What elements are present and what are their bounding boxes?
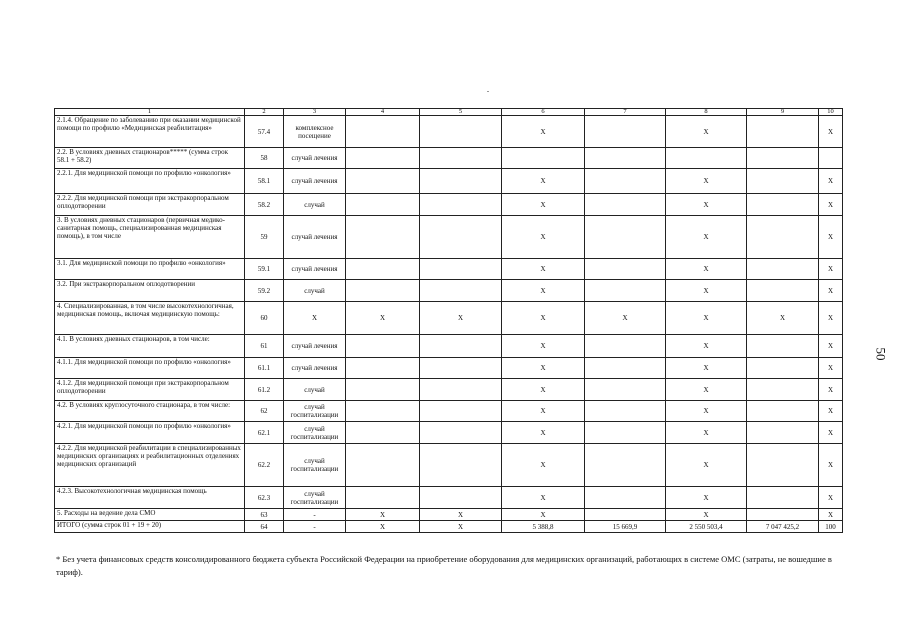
table-cell: X: [819, 487, 843, 509]
row-label-cell: 2.2.2. Для медицинской помощи при экстракорпоральном оплодотворении: [55, 194, 245, 216]
table-row: [55, 358, 843, 379]
table-cell: X: [502, 487, 585, 509]
table-cell: случай лечения: [284, 259, 346, 280]
table-cell: [585, 401, 666, 422]
table-cell: [747, 509, 819, 521]
table-cell: [585, 169, 666, 194]
table-cell: [346, 487, 420, 509]
row-label-cell: 4.2.1. Для медицинской помощи по профилю «онкология»: [55, 422, 245, 444]
row-number-cell: 60: [245, 302, 284, 335]
table-cell: X: [346, 509, 420, 521]
scan-speck: [487, 91, 489, 92]
table-cell: X: [502, 280, 585, 302]
row-number-cell: 63: [245, 509, 284, 521]
row-number-cell: 59.2: [245, 280, 284, 302]
row-number-cell: 61.1: [245, 358, 284, 379]
table-cell: X: [502, 422, 585, 444]
table-cell: [747, 280, 819, 302]
table-cell: [747, 487, 819, 509]
header-cell: 5: [420, 109, 502, 116]
table-cell: X: [819, 335, 843, 358]
table-cell: [346, 358, 420, 379]
row-label-cell: 5. Расходы на ведение дела СМО: [55, 509, 245, 521]
table-cell: [420, 379, 502, 401]
table-cell: [819, 148, 843, 169]
row-label-cell: 3.2. При экстракорпоральном оплодотворении: [55, 280, 245, 302]
table-cell: X: [502, 216, 585, 259]
table-cell: [585, 444, 666, 487]
table-cell: случай лечения: [284, 169, 346, 194]
table-cell: X: [819, 509, 843, 521]
table-cell: [346, 169, 420, 194]
table-cell: [585, 509, 666, 521]
table-cell: X: [666, 335, 747, 358]
table-cell: случай госпитализации: [284, 487, 346, 509]
table-header-row: [55, 109, 843, 116]
table-cell: [747, 358, 819, 379]
table-row: [55, 194, 843, 216]
table-cell: [585, 487, 666, 509]
table-cell: X: [346, 302, 420, 335]
row-number-cell: 58.1: [245, 169, 284, 194]
table-cell: X: [666, 444, 747, 487]
table-cell: -: [284, 509, 346, 521]
row-number-cell: 62.2: [245, 444, 284, 487]
table-cell: [346, 194, 420, 216]
table-cell: [747, 401, 819, 422]
header-cell: 6: [502, 109, 585, 116]
row-number-cell: 61.2: [245, 379, 284, 401]
table-cell: X: [502, 444, 585, 487]
table-cell: X: [819, 216, 843, 259]
table-cell: X: [502, 259, 585, 280]
table-cell: [420, 116, 502, 148]
table-cell: X: [502, 335, 585, 358]
table-cell: X: [666, 280, 747, 302]
table-row: [55, 422, 843, 444]
table-cell: [747, 259, 819, 280]
table-body: [55, 109, 843, 533]
table-cell: X: [666, 259, 747, 280]
row-label-cell: 2.2.1. Для медицинской помощи по профилю «онкология»: [55, 169, 245, 194]
table-cell: X: [747, 302, 819, 335]
table-row: [55, 444, 843, 487]
row-number-cell: 58: [245, 148, 284, 169]
table-cell: [346, 148, 420, 169]
footnote: * Без учета финансовых средств консолидированного бюджета субъекта Российской Федерации на приобретение оборудования для медицинских организаций, работающих в системе ОМС (затраты, не вошедшие в тариф).: [56, 554, 832, 577]
table-row: [55, 280, 843, 302]
table-cell: [585, 422, 666, 444]
table-cell: X: [502, 302, 585, 335]
table-cell: X: [666, 422, 747, 444]
row-number-cell: 61: [245, 335, 284, 358]
table-cell: X: [666, 302, 747, 335]
table-cell: X: [819, 444, 843, 487]
table-cell: X: [666, 401, 747, 422]
table-cell: [420, 259, 502, 280]
row-number-cell: 62.1: [245, 422, 284, 444]
data-table: [54, 108, 843, 533]
table-cell: [346, 116, 420, 148]
table-cell: X: [502, 401, 585, 422]
row-number-cell: 62.3: [245, 487, 284, 509]
table-cell: X: [819, 280, 843, 302]
table-cell: случай лечения: [284, 335, 346, 358]
table-cell: [747, 335, 819, 358]
header-cell: 10: [819, 109, 843, 116]
table-cell: [585, 335, 666, 358]
table-cell: [420, 335, 502, 358]
table-cell: X: [819, 169, 843, 194]
table-cell: случай: [284, 194, 346, 216]
table-cell: [747, 148, 819, 169]
table-cell: X: [502, 379, 585, 401]
table-cell: X: [666, 379, 747, 401]
table-cell: [420, 487, 502, 509]
table-cell: [585, 148, 666, 169]
table-cell: [420, 401, 502, 422]
table-cell: -: [284, 521, 346, 533]
row-label-cell: 3. В условиях дневных стационаров (первичная медико-санитарная помощь, специализированная медицинская помощь), в том числе: [55, 216, 245, 259]
table-row: [55, 259, 843, 280]
row-label-cell: 4.1. В условиях дневных стационаров, в том числе:: [55, 335, 245, 358]
table-cell: [747, 422, 819, 444]
table-cell: [346, 379, 420, 401]
table-cell: [585, 280, 666, 302]
table-cell: X: [666, 216, 747, 259]
table-cell: X: [420, 521, 502, 533]
table-cell: [585, 116, 666, 148]
table-cell: X: [346, 521, 420, 533]
table-row: [55, 487, 843, 509]
table-cell: [585, 259, 666, 280]
table-cell: X: [420, 509, 502, 521]
table-cell: X: [819, 194, 843, 216]
table-cell: X: [420, 302, 502, 335]
table-cell: X: [284, 302, 346, 335]
table-row: [55, 379, 843, 401]
table-cell: X: [666, 116, 747, 148]
table-cell: X: [502, 169, 585, 194]
table-cell: [747, 194, 819, 216]
header-cell: 8: [666, 109, 747, 116]
table-cell: случай: [284, 379, 346, 401]
table-cell: [585, 216, 666, 259]
row-label-cell: 4.1.2. Для медицинской помощи при экстракорпоральном оплодотворении: [55, 379, 245, 401]
table-row: [55, 335, 843, 358]
table-cell: [747, 216, 819, 259]
table-cell: X: [819, 302, 843, 335]
row-label-cell: 4.2.3. Высокотехнологичная медицинская помощь: [55, 487, 245, 509]
row-label-cell: 4. Специализированная, в том числе высокотехнологичная, медицинская помощь, включая медицинскую помощь:: [55, 302, 245, 335]
page-number: 50: [873, 347, 889, 361]
table-row: [55, 169, 843, 194]
table-cell: [420, 216, 502, 259]
header-cell: 2: [245, 109, 284, 116]
row-label-cell: 4.2.2. Для медицинской реабилитации в специализированных медицинских организациях и реабилитационных отделениях медицинских организаций: [55, 444, 245, 487]
table-cell: X: [502, 509, 585, 521]
row-number-cell: 57.4: [245, 116, 284, 148]
table-cell: 7 047 425,2: [747, 521, 819, 533]
table-cell: [420, 422, 502, 444]
table-cell: [346, 216, 420, 259]
table-cell: [747, 116, 819, 148]
table-cell: [585, 379, 666, 401]
table-cell: [346, 422, 420, 444]
row-number-cell: 59: [245, 216, 284, 259]
table-cell: случай госпитализации: [284, 444, 346, 487]
table-cell: X: [666, 194, 747, 216]
table-cell: [420, 148, 502, 169]
table-cell: [346, 259, 420, 280]
table-cell: [666, 148, 747, 169]
header-cell: 9: [747, 109, 819, 116]
table-cell: X: [819, 422, 843, 444]
table-cell: [346, 335, 420, 358]
table-cell: [346, 444, 420, 487]
table-row: [55, 521, 843, 533]
table-cell: случай лечения: [284, 148, 346, 169]
table-cell: X: [666, 169, 747, 194]
table-cell: [502, 148, 585, 169]
table-cell: [420, 194, 502, 216]
row-label-cell: 2.1.4. Обращение по заболеванию при оказании медицинской помощи по профилю «Медицинская реабилитация»: [55, 116, 245, 148]
table-row: [55, 116, 843, 148]
row-label-cell: 2.2. В условиях дневных стационаров***** (сумма строк 58.1 + 58.2): [55, 148, 245, 169]
table-cell: X: [502, 358, 585, 379]
table-row: [55, 401, 843, 422]
table-cell: X: [819, 116, 843, 148]
table-cell: 5 388,8: [502, 521, 585, 533]
header-cell: 4: [346, 109, 420, 116]
row-label-cell: 4.1.1. Для медицинской помощи по профилю «онкология»: [55, 358, 245, 379]
table-cell: 100: [819, 521, 843, 533]
table-cell: [346, 401, 420, 422]
header-cell: 7: [585, 109, 666, 116]
row-number-cell: 62: [245, 401, 284, 422]
table-cell: 2 550 503,4: [666, 521, 747, 533]
table-cell: [420, 169, 502, 194]
table-row: [55, 216, 843, 259]
table-row: [55, 509, 843, 521]
row-number-cell: 58.2: [245, 194, 284, 216]
row-number-cell: 64: [245, 521, 284, 533]
table-cell: комплексное посещение: [284, 116, 346, 148]
row-label-cell: ИТОГО (сумма строк 01 + 19 + 20): [55, 521, 245, 533]
table-cell: случай госпитализации: [284, 422, 346, 444]
table-cell: X: [819, 379, 843, 401]
table-cell: X: [819, 358, 843, 379]
table-cell: случай лечения: [284, 216, 346, 259]
table-cell: [747, 169, 819, 194]
table-cell: X: [666, 358, 747, 379]
table-cell: [420, 444, 502, 487]
row-number-cell: 59.1: [245, 259, 284, 280]
table-cell: [420, 358, 502, 379]
table-cell: случай госпитализации: [284, 401, 346, 422]
table-cell: X: [502, 116, 585, 148]
table-cell: X: [819, 259, 843, 280]
table-cell: [420, 280, 502, 302]
table-row: [55, 148, 843, 169]
table-cell: X: [666, 509, 747, 521]
header-cell: 3: [284, 109, 346, 116]
table-cell: [346, 280, 420, 302]
table-cell: [747, 379, 819, 401]
table-cell: X: [666, 487, 747, 509]
table-cell: X: [502, 194, 585, 216]
table-cell: случай: [284, 280, 346, 302]
table-cell: случай лечения: [284, 358, 346, 379]
header-cell: 1: [55, 109, 245, 116]
table-cell: X: [819, 401, 843, 422]
table-cell: X: [585, 302, 666, 335]
row-label-cell: 3.1. Для медицинской помощи по профилю «онкология»: [55, 259, 245, 280]
table-cell: [585, 358, 666, 379]
table-cell: 15 669,9: [585, 521, 666, 533]
table-row: [55, 302, 843, 335]
table-cell: [747, 444, 819, 487]
row-label-cell: 4.2. В условиях круглосуточного стационара, в том числе:: [55, 401, 245, 422]
table-cell: [585, 194, 666, 216]
